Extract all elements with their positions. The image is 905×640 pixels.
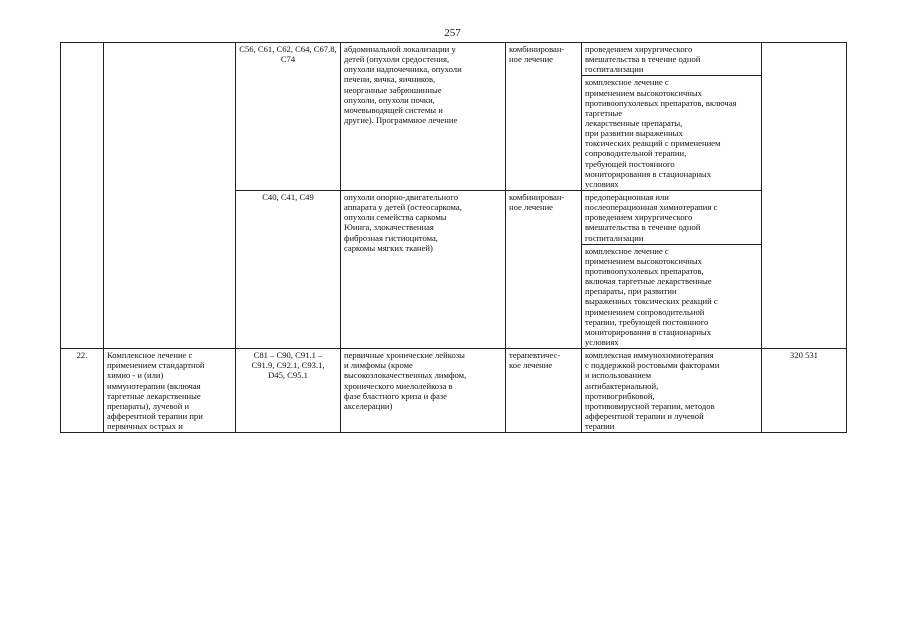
treatment-type-cell: комбинирован- ное лечение — [506, 190, 582, 348]
icd-codes-cell: С81 – С90, С91.1 – С91.9, С92.1, С93.1, D45, С95.1 — [236, 349, 341, 433]
treatment-type-cell: комбинирован- ное лечение — [506, 43, 582, 191]
treatment-type-cell: терапевтичес- кое лечение — [506, 349, 582, 433]
page-number: 257 — [444, 27, 461, 39]
patient-model-cell: первичные хронические лейкозы и лимфомы (кроме высокозлокачественных лимфом, хронического миелолейкоза в фазе бластного криза и фазе акселерации) — [341, 349, 506, 433]
treatment-name-cell: Комплексное лечение с применением стандартной химио - и (или) иммунотерапии (включая таргетные лекарственные препараты), лучевой и афферентной терапии при первичных острых и — [104, 349, 236, 433]
icd-codes-cell: С40, С41, С49 — [236, 190, 341, 348]
treatment-method-cell: проведением хирургического вмешательства в течение одной госпитализации — [582, 43, 762, 76]
cost-cell: 320 531 — [762, 349, 847, 433]
treatment-table — [60, 42, 847, 433]
icd-codes-cell: С56, С61, С62, С64, С67.8, С74 — [236, 43, 341, 191]
patient-model-cell: абдоминальной локализации у детей (опухоли средостения, опухоли надпочечника, опухоли печени, яичка, яичников, неорганные забрюшинные опухоли, опухоли почки, мочевыводящей системы и другие). Программное лечение — [341, 43, 506, 191]
table-row — [61, 43, 847, 76]
treatment-method-cell: комплексное лечение с применением высокотоксичных противоопухолевых препаратов, включая таргетные лекарственные препараты, при развитии выраженных токсических реакций с применением сопроводительной терапии, требующей постоянного мониторирования в стационарных условиях — [582, 76, 762, 191]
treatment-method-cell: комплексное лечение с применением высокотоксичных противоопухолевых препаратов, включая таргетные лекарственные препараты, при развитии выраженных токсических реакций с применением сопроводительной терапии, требующей постоянного мониторирования в стационарных условиях — [582, 244, 762, 348]
treatment-method-cell: комплексная иммунохимиотерапия с поддержкой ростовыми факторами и использованием антибактериальной, противогрибковой, противовирусной терапии, методов афферентной терапии и лучевой терапии — [582, 349, 762, 433]
row-number-cell: 22. — [61, 349, 104, 433]
treatment-method-cell: предоперационная или послеоперационная химиотерапия с проведением хирургического вмешательства в течение одной госпитализации — [582, 190, 762, 244]
table-row — [61, 349, 847, 433]
cost-cell — [762, 43, 847, 349]
row-number-cell — [61, 43, 104, 349]
treatment-name-cell — [104, 43, 236, 349]
patient-model-cell: опухоли опорно-двигательного аппарата у детей (остеосаркома, опухоли семейства саркомы Юинга, злокачественная фиброзная гистиоцитома, саркомы мягких тканей) — [341, 190, 506, 348]
